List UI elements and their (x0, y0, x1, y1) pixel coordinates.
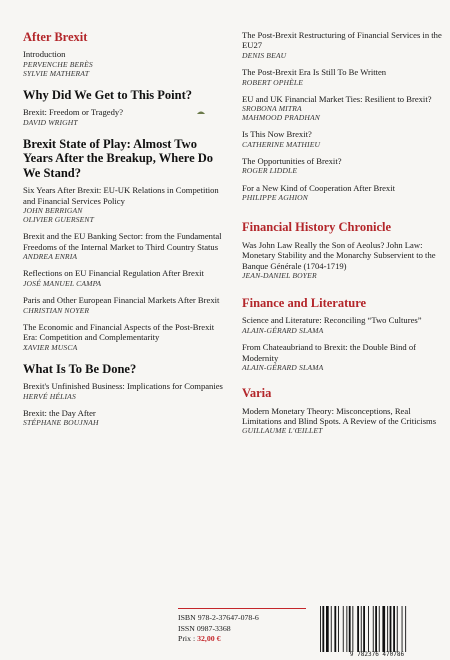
toc-entry (242, 129, 442, 149)
barcode-bar (382, 606, 385, 652)
toc-entry (23, 381, 228, 401)
entry-author: STÉPHANE BOUJNAH (23, 418, 99, 428)
toc-entry (242, 240, 442, 281)
barcode-bar (379, 606, 380, 652)
barcode-bar (375, 606, 377, 652)
left-column (23, 30, 228, 437)
barcode-number: 9 782376 470786 (349, 651, 405, 658)
entry-author: DENIS BEAU (242, 50, 287, 60)
barcode-bar (387, 606, 388, 652)
section-heading: Brexit State of Play: Almost Two Years After the Breakup, Where Do We Stand? (23, 137, 214, 180)
toc-entry (23, 185, 228, 224)
entry-title: Brexit's Unfinished Business: Implications for Companies (23, 381, 223, 392)
entry-author: CATHERINE MATHIEU (242, 139, 321, 149)
entry-title: Introduction (23, 49, 66, 60)
entry-author: JOHN BERRIGAN (23, 206, 83, 216)
entry-title: Was John Law Really the Son of Aeolus? John Law: Monetary Stability and the Monarchy Subservient to the Banque Générale (1704-1719) (242, 239, 436, 271)
barcode-bar (352, 606, 353, 652)
entry-title: From Chateaubriand to Brexit: the Double Bind of Modernity (242, 342, 416, 363)
toc-entry (242, 67, 442, 87)
entry-author: ANDREA ENRIA (23, 252, 78, 262)
barcode-bar (331, 606, 332, 652)
barcode-bar (397, 606, 398, 652)
toc-entry (242, 30, 442, 60)
entry-author: CHRISTIAN NOYER (23, 305, 90, 315)
toc-entry (242, 342, 442, 372)
barcode-bar (357, 606, 359, 652)
entry-title: For a New Kind of Cooperation After Brexit (242, 182, 395, 193)
entry-author: ALAIN-GÉRARD SLAMA (242, 363, 324, 373)
barcode-bar (361, 606, 362, 652)
toc-entry (242, 156, 442, 176)
entry-author: HERVÉ HÉLIAS (23, 391, 76, 401)
entry-title: Paris and Other European Financial Markets After Brexit (23, 295, 220, 306)
right-column (242, 30, 442, 446)
entry-title: Brexit: the Day After (23, 407, 96, 418)
entry-title: The Opportunities of Brexit? (242, 155, 342, 166)
toc-entry (242, 315, 442, 335)
section-what-to-do (23, 362, 228, 428)
entry-author: JOSÉ MANUEL CAMPA (23, 278, 102, 288)
barcode-bar (390, 606, 392, 652)
entry-title: Reflections on EU Financial Regulation After Brexit (23, 268, 204, 279)
toc-entry (23, 268, 228, 288)
entry-author: ROGER LIDDLE (242, 166, 298, 176)
section-finance-literature (242, 296, 442, 372)
barcode-bar (326, 606, 329, 652)
toc-entry (23, 295, 228, 315)
issn: ISSN 0987-3368 (178, 623, 231, 633)
barcode-bar (402, 606, 403, 652)
entry-author: JEAN-DANIEL BOYER (242, 270, 317, 280)
entry-title: Is This Now Brexit? (242, 129, 312, 140)
entry-title: Six Years After Brexit: EU-UK Relations in Competition and Financial Services Policy (23, 185, 219, 206)
entry-title: Brexit and the EU Banking Sector: from the Fundamental Freedoms of the Internal Market to Third Country Status (23, 231, 222, 252)
section-financial-history (242, 220, 442, 280)
price (178, 634, 306, 645)
entry-author: XAVIER MUSCA (23, 342, 78, 352)
barcode-bar (368, 606, 369, 652)
barcode-bar (405, 606, 406, 652)
barcode-bar (343, 606, 344, 652)
toc-entry (23, 322, 228, 352)
toc-entry (23, 231, 228, 261)
section-heading: Why Did We Get to This Point? (23, 88, 193, 103)
isbn-block (178, 608, 306, 645)
section-varia (242, 386, 442, 435)
entry-title: The Post-Brexit Era Is Still To Be Written (242, 67, 387, 78)
entry-title: EU and UK Financial Market Ties: Resilient to Brexit? (242, 93, 432, 104)
section-heading: What Is To Be Done? (23, 361, 137, 376)
barcode-bar (363, 606, 365, 652)
barcode-bar (322, 606, 324, 652)
barcode-bar (320, 606, 321, 652)
entry-author: ROBERT OPHÈLE (242, 77, 304, 87)
section-continued (242, 30, 442, 202)
section-state-of-play (23, 137, 228, 352)
section-heading: After Brexit (23, 30, 88, 44)
entry-title: Science and Literature: Reconciling “Two Cultures” (242, 315, 422, 326)
section-after-brexit (23, 30, 228, 78)
entry-author: MAHMOOD PRADHAN (242, 113, 320, 123)
entry-author: DAVID WRIGHT (23, 117, 78, 127)
price-label: Prix : (178, 634, 196, 644)
entry-title: The Post-Brexit Restructuring of Financial Services in the EU27 (242, 30, 442, 51)
entry-author: ALAIN-GÉRARD SLAMA (242, 325, 324, 335)
entry-title: Modern Monetary Theory: Misconceptions, Real Limitations and Blind Spots. A Review of the Criticisms (242, 405, 437, 426)
barcode-bar (393, 606, 395, 652)
entry-title: Brexit: Freedom or Tragedy? (23, 107, 124, 118)
isbn: ISBN 978-2-37647-078-6 (178, 613, 259, 622)
section-heading: Varia (242, 386, 272, 401)
barcode-bar (349, 606, 351, 652)
price-value: 32,00 € (197, 634, 221, 644)
entry-author: SYLVIE MATHERAT (23, 68, 90, 78)
entry-author: SROBONA MITRA (242, 104, 302, 114)
entry-author: PHILIPPE AGHION (242, 193, 309, 203)
barcode-bar (338, 606, 339, 652)
toc-entry (242, 94, 442, 123)
section-heading: Finance and Literature (242, 296, 367, 311)
entry-title: The Economic and Financial Aspects of the Post-Brexit Era: Competition and Complementarity (23, 321, 215, 343)
small-decorative-icon (197, 110, 205, 114)
barcode-bar (346, 606, 347, 652)
entry-author: OLIVIER GUERSENT (23, 215, 94, 225)
barcode (318, 606, 436, 654)
section-why (23, 88, 228, 127)
section-heading: Financial History Chronicle (242, 220, 392, 235)
barcode-bar (334, 606, 336, 652)
entry-author: PERVENCHE BERÈS (23, 59, 93, 69)
entry-author: GUILLAUME L'ŒILLET (242, 426, 323, 436)
toc-entry (242, 406, 442, 436)
toc-entry (23, 408, 228, 428)
toc-entry (23, 49, 228, 78)
barcode-bar (373, 606, 374, 652)
toc-entry (242, 183, 442, 203)
